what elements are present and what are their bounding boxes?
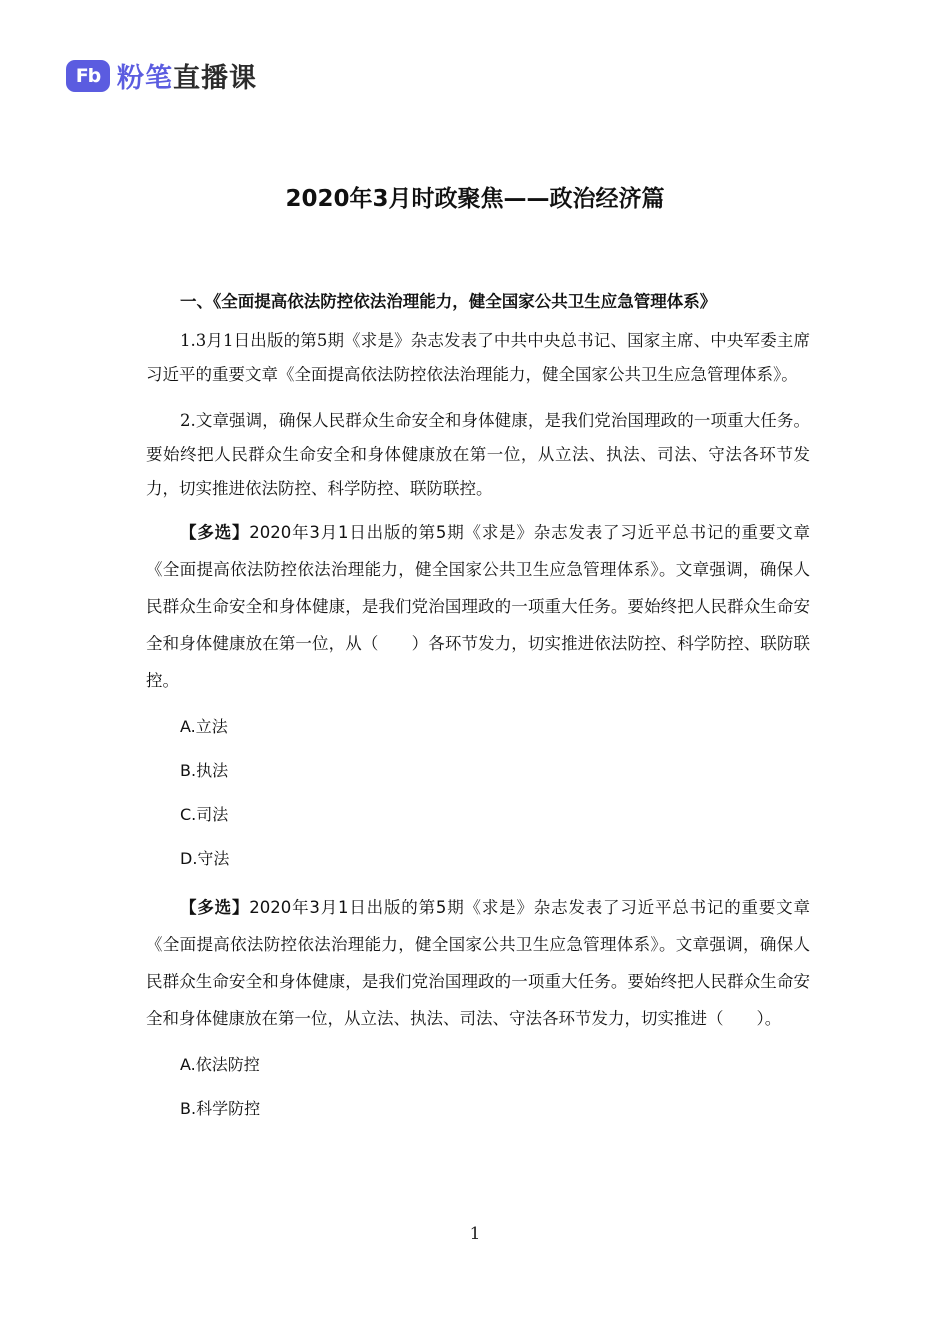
document-body [146,288,810,1131]
question-1-tag: 【多选】 [180,523,250,542]
question-2-text: 2020年3月1日出版的第5期《求是》杂志发表了习近平总书记的重要文章《全面提高依法防控依法治理能力，健全国家公共卫生应急管理体系》。文章强调，确保人民群众生命安全和身体健康，是我们党治国理政的一项重大任务。要始终把人民群众生命安全和身体健康放在第一位，从立法、执法、司法、守法各环节发力，切实推进（ ）。 [146,898,810,1028]
logo-text [117,56,257,95]
logo-brand: 粉笔 [117,63,173,94]
fenbi-logo-icon: Fb [66,60,110,92]
question-2-options [146,1043,810,1131]
question-2-tag: 【多选】 [180,898,250,917]
question-1-option-b: B.执法 [180,761,229,780]
section-heading: 一、《全面提高依法防控依法治理能力，健全国家公共卫生应急管理体系》 [180,292,717,311]
page-title: 2020年3月时政聚焦——政治经济篇 [285,186,665,212]
paragraph-2: 2.文章强调，确保人民群众生命安全和身体健康，是我们党治国理政的一项重大任务。要始终把人民群众生命安全和身体健康放在第一位，从立法、执法、司法、守法各环节发力，切实推进依法防控、科学防控、联防联控。 [146,411,810,498]
question-2 [146,889,810,1131]
question-2-option-a: A.依法防控 [180,1055,260,1074]
question-1-option-d: D.守法 [180,849,230,868]
page-number: 1 [469,1224,481,1244]
question-1-stem [146,514,810,699]
question-1 [146,514,810,881]
question-1-options [146,705,810,881]
question-2-stem [146,889,810,1037]
question-1-option-c: C.司法 [180,805,229,824]
paragraph-1: 1.3月1日出版的第5期《求是》杂志发表了中共中央总书记、国家主席、中央军委主席习近平的重要文章《全面提高依法防控依法治理能力，健全国家公共卫生应急管理体系》。 [146,331,810,384]
question-1-text: 2020年3月1日出版的第5期《求是》杂志发表了习近平总书记的重要文章《全面提高依法防控依法治理能力，健全国家公共卫生应急管理体系》。文章强调，确保人民群众生命安全和身体健康，是我们党治国理政的一项重大任务。要始终把人民群众生命安全和身体健康放在第一位，从（ ）各环节发力，切实推进依法防控、科学防控、联防联控。 [146,523,810,690]
brand-logo [66,56,257,95]
logo-suffix: 直播课 [173,63,257,94]
question-2-option-b: B.科学防控 [180,1099,261,1118]
question-1-option-a: A.立法 [180,717,228,736]
